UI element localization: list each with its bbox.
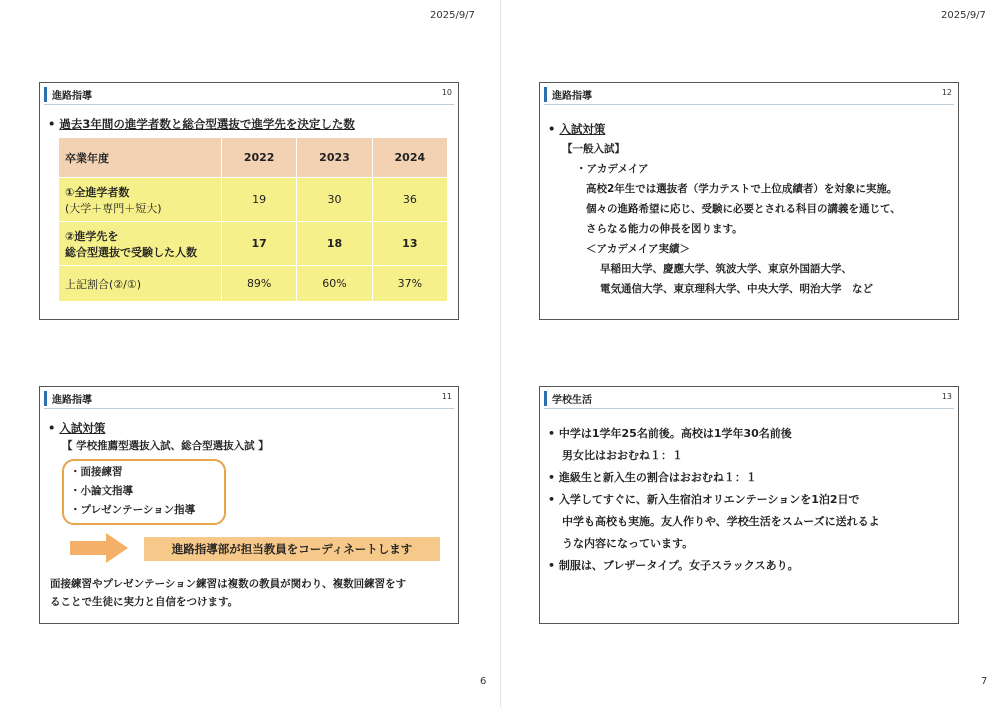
- slide-12-subheading: 【一般入試】: [562, 143, 625, 155]
- table-cell: 60%: [297, 266, 372, 302]
- slide-12-number: 12: [941, 88, 952, 97]
- list-item: ・小論文指導: [70, 485, 133, 497]
- slide-13-title: 学校生活: [552, 395, 592, 406]
- slide-12-heading: • 入試対策: [548, 122, 606, 136]
- slide-10-header: [40, 83, 458, 105]
- slide-12-results: 電気通信大学、東京理科大学、中央大学、明治大学 など: [600, 283, 873, 295]
- list-item-continuation: 中学も高校も実施。友人作りや、学校生活をスムーズに送れるよ: [562, 515, 880, 528]
- right-arrow-icon: [70, 533, 130, 563]
- table-cell: 89%: [222, 266, 297, 302]
- table-cell: 18: [297, 222, 372, 266]
- table-cell: 30: [297, 178, 372, 222]
- slide-header-bar: [44, 87, 47, 102]
- slide-12: [539, 82, 959, 320]
- slide-10-number: 10: [441, 88, 452, 97]
- table-header-row: [59, 138, 448, 178]
- table-cell: 37%: [372, 266, 447, 302]
- slide-12-line: ＜アカデメイア実績＞: [586, 243, 690, 255]
- table-row-label: ②進学先を 総合型選抜で受験した人数: [59, 222, 222, 266]
- list-item: • 進級生と新入生の割合はおおむね１：１: [548, 471, 757, 484]
- right-page-date: 2025/9/7: [941, 10, 986, 21]
- left-page-date: 2025/9/7: [430, 10, 475, 21]
- training-items-list: [70, 463, 195, 520]
- table-header-cell: 2024: [372, 138, 447, 178]
- slide-header-bar: [44, 391, 47, 406]
- slide-header-divider: [544, 104, 954, 105]
- slide-10: [39, 82, 459, 320]
- slide-10-heading: • 過去3年間の進学者数と総合型選抜で進学先を決定した数: [48, 117, 355, 131]
- slide-11: [39, 386, 459, 624]
- list-item-continuation: うな内容になっています。: [562, 537, 694, 550]
- list-item: • 中学は1学年25名前後。高校は1学年30名前後: [548, 427, 792, 440]
- slide-header-divider: [44, 408, 454, 409]
- slide-12-item: ・アカデメイア: [576, 163, 649, 175]
- table-row: [59, 178, 448, 222]
- slide-header-divider: [44, 104, 454, 105]
- slide-12-title: 進路指導: [552, 91, 592, 102]
- table-row-label: 上記割合(②/①): [59, 266, 222, 302]
- slide-13: [539, 386, 959, 624]
- slide-11-header: [40, 387, 458, 409]
- table-row-label: ①全進学者数 (大学＋専門＋短大): [59, 178, 222, 222]
- slide-11-paragraph: 面接練習やプレゼンテーション練習は複数の教員が関わり、複数回練習をす ることで生徒に実力と自信をつけます。: [50, 578, 407, 608]
- table-row: [59, 222, 448, 266]
- right-page-number: 7: [981, 676, 988, 687]
- slide-13-header: [540, 387, 958, 409]
- table-cell: 13: [372, 222, 447, 266]
- right-page: [500, 0, 1000, 707]
- table-header-cell: 卒業年度: [59, 138, 222, 178]
- slide-12-line: 個々の進路希望に応じ、受験に必要とされる科目の講義を通じて、: [586, 203, 901, 215]
- slide-11-heading: • 入試対策: [48, 421, 106, 435]
- table-header-cell: 2022: [222, 138, 297, 178]
- coordination-banner: 進路指導部が担当教員をコーディネートします: [144, 537, 440, 561]
- list-item: ・面接練習: [70, 466, 123, 478]
- table-cell: 17: [222, 222, 297, 266]
- list-item: • 入学してすぐに、新入生宿泊オリエンテーションを1泊2日で: [548, 493, 860, 506]
- slide-13-number: 13: [941, 392, 952, 401]
- slide-12-header: [540, 83, 958, 105]
- slide-11-number: 11: [441, 392, 452, 401]
- list-item: • 制服は、ブレザータイプ。女子スラックスあり。: [548, 559, 799, 572]
- table-row: [59, 266, 448, 302]
- slide-10-title: 進路指導: [52, 91, 92, 102]
- slide-12-line: さらなる能力の伸長を図ります。: [586, 223, 743, 235]
- table-header-cell: 2023: [297, 138, 372, 178]
- slide-header-bar: [544, 391, 547, 406]
- slide-header-bar: [544, 87, 547, 102]
- list-item: ・プレゼンテーション指導: [70, 504, 196, 516]
- slide-12-results: 早稲田大学、慶應大学、筑波大学、東京外国語大学、: [600, 263, 852, 275]
- slide-12-line: 高校2年生では選抜者（学力テストで上位成績者）を対象に実施。: [586, 183, 898, 195]
- table-cell: 36: [372, 178, 447, 222]
- slide-header-divider: [544, 408, 954, 409]
- slide-11-title: 進路指導: [52, 395, 92, 406]
- left-page-number: 6: [480, 676, 487, 687]
- table-cell: 19: [222, 178, 297, 222]
- slide-11-subheading: 【 学校推薦型選抜入試、総合型選抜入試 】: [62, 440, 269, 452]
- list-item-continuation: 男女比はおおむね１：１: [562, 449, 683, 462]
- statistics-table: [58, 137, 448, 302]
